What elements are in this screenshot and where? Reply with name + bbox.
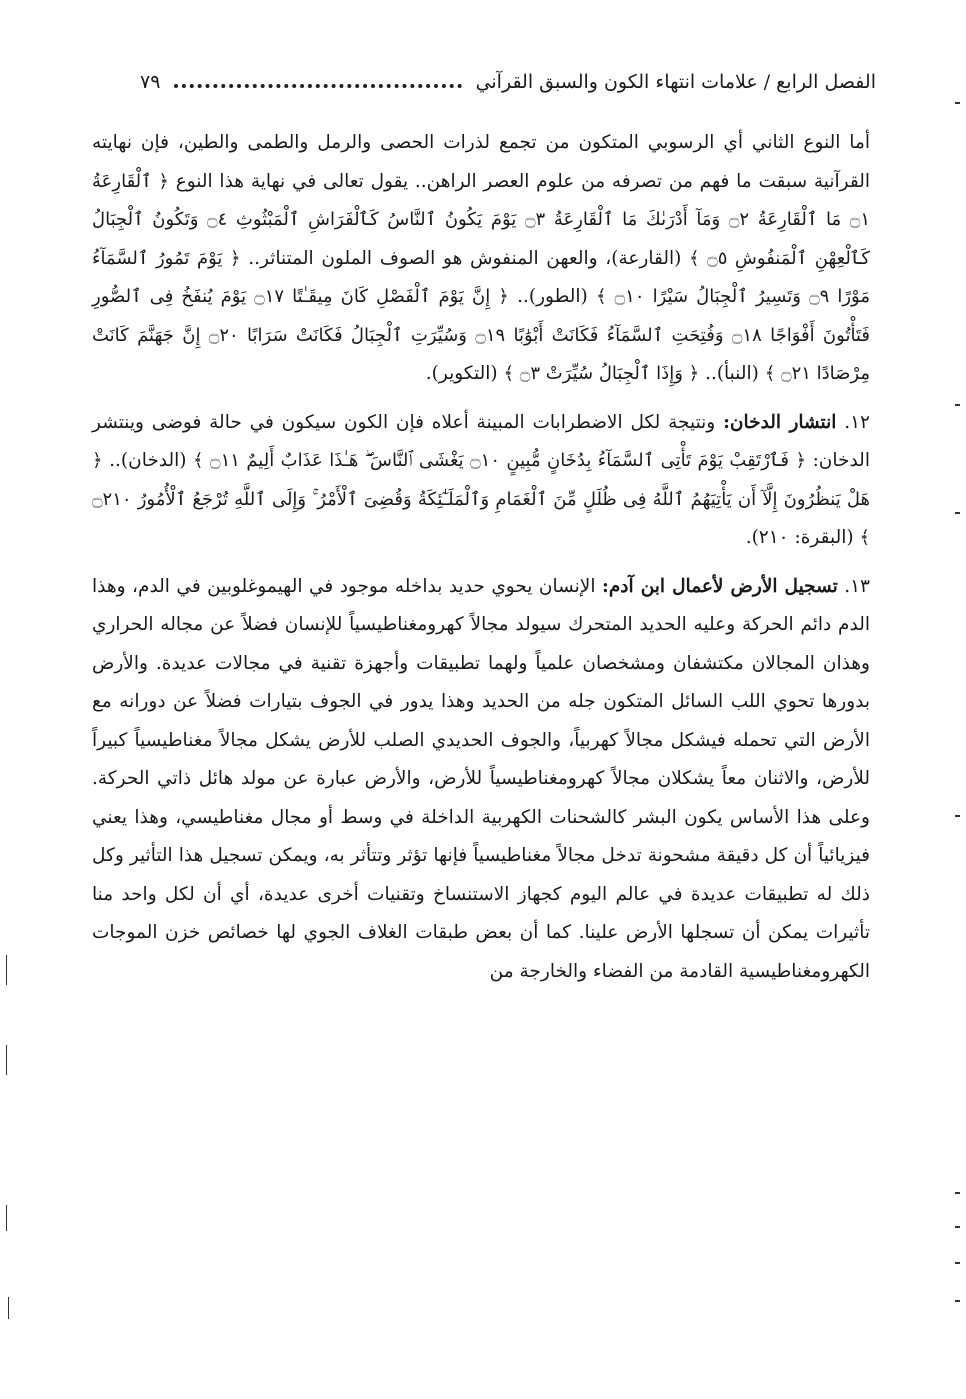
- running-header: [140, 62, 876, 102]
- paragraph-earth-recording: [92, 568, 870, 992]
- page-number: ٧٩: [140, 71, 161, 93]
- item-number: ١٢.: [844, 411, 870, 433]
- scan-mark: [955, 1300, 960, 1302]
- scan-mark: [955, 815, 960, 817]
- scan-mark: [8, 1297, 9, 1319]
- verse-reference: (البقرة: ٢١٠).: [745, 527, 854, 548]
- scan-mark: [955, 1262, 960, 1264]
- chapter-title: الفصل الرابع / علامات انتهاء الكون والسبق القرآني: [475, 71, 876, 93]
- paragraph-text: أما النوع الثاني أي الرسوبي المتكون من تجمع لذرات الحصى والرمل والطمى والطين، فإن نهايته القرآنية سبقت ما فهم من تصرفه من علوم العصر الراهن.. يقول تعالى في نهاية هذا النوع: [92, 132, 870, 192]
- quran-verse-naba: ﴿ إِنَّ يَوْمَ ٱلْفَصْلِ كَانَ مِيقَـٰتًا ۝١٧ يَوْمَ يُنفَخُ فِى ٱلصُّورِ فَتَأْتُونَ أَفْوَاجًا ۝١٨ وَفُتِحَتِ ٱلسَّمَآءُ فَكَانَتْ أَبْوَٰبًا ۝١٩ وَسُيِّرَتِ ٱلْجِبَالُ فَكَانَتْ سَرَابًا ۝٢٠ إِنَّ جَهَنَّمَ كَانَتْ مِرْصَادًا ۝٢١ ﴾: [92, 286, 870, 384]
- scan-mark: [955, 102, 960, 104]
- scan-mark: [6, 1205, 7, 1231]
- verse-reference: (النبأ)..: [705, 363, 759, 384]
- section-heading: تسجيل الأرض لأعمال ابن آدم:: [602, 575, 838, 597]
- scan-mark: [6, 955, 7, 985]
- paragraph-text: ونتيجة لكل الاضطرابات المبينة أعلاه فإن الكون سيكون في حالة فوضى وينتشر الدخان:: [92, 411, 870, 471]
- verse-reference: (الطور)..: [517, 286, 588, 307]
- scan-mark: [955, 1192, 960, 1194]
- quran-verse-tur: ﴿ يَوْمَ تَمُورُ ٱلسَّمَآءُ مَوْرًا ۝٩ وَتَسِيرُ ٱلْجِبَالُ سَيْرًا ۝١٠ ﴾: [92, 247, 870, 307]
- paragraph-sedimentary: [92, 124, 870, 394]
- verse-reference: (التكوير).: [425, 363, 498, 384]
- quran-verse-qariah: ﴿ ٱلْقَارِعَةُ ۝١ مَا ٱلْقَارِعَةُ ۝٢ وَمَآ أَدْرَىٰكَ مَا ٱلْقَارِعَةُ ۝٣ يَوْمَ يَكُونُ ٱلنَّاسُ كَٱلْفَرَاشِ ٱلْمَبْثُوثِ ۝٤ وَتَكُونُ ٱلْجِبَالُ كَٱلْعِهْنِ ٱلْمَنفُوشِ ۝٥ ﴾: [92, 170, 871, 269]
- paragraph-text: (القارعة)، والعهن المنفوش هو الصوف الملون المتناثر..: [248, 247, 682, 269]
- section-heading: انتشار الدخان:: [723, 411, 837, 433]
- quran-verse-dukhan: ﴿ فَٱرْتَقِبْ يَوْمَ تَأْتِى ٱلسَّمَآءُ بِدُخَانٍ مُّبِينٍ ۝١٠ يَغْشَى ٱلنَّاسَ ۖ هَـٰذَا عَذَابٌ أَلِيمٌ ۝١١ ﴾: [193, 450, 806, 471]
- scan-mark: [6, 1045, 7, 1075]
- scan-mark: [955, 404, 960, 406]
- verse-reference: (الدخان)..: [109, 450, 187, 471]
- page-body: [92, 124, 870, 1001]
- quran-verse-baqarah: ﴿ هَلْ يَنظُرُونَ إِلَّآ أَن يَأْتِيَهُمُ ٱللَّهُ فِى ظُلَلٍ مِّنَ ٱلْغَمَامِ وَٱلْمَلَـٰٓئِكَةُ وَقُضِىَ ٱلْأَمْرُ ۚ وَإِلَى ٱللَّهِ تُرْجَعُ ٱلْأُمُورُ ۝٢١٠ ﴾: [92, 450, 870, 548]
- scan-mark: [955, 1226, 960, 1228]
- scan-mark: [955, 512, 960, 514]
- paragraph-text: الإنسان يحوي حديد بداخله موجود في الهيموغلوبين في الدم، وهذا الدم دائم الحركة وعليه الحديد المتحرك سيولد مجالاً كهرومغناطيسياً للإنسان فضلاً عن مجاله الحراري وهذان المجالان مكتشفان ومشخصان علمياً ولهما تطبيقات وأجهزة تقنية في مجالات عديدة. والأرض بدورها تحوي اللب السائل المتكون جله من الحديد وهذا يدور في الجوف بتيارات فضلاً عن دورانه مع الأرض التي تحمله فيشكل مجالاً كهربياً، والجوف الحديدي الصلب للأرض يشكل مجالاً مغناطيسياً كبيراً للأرض، والاثنان معاً يشكلان مجالاً كهرومغناطيسياً للأرض، والأرض عبارة عن مولد هائل ذاتي الحركة. وعلى هذا الأساس يكون البشر كالشحنات الكهربية الداخلة في وسط أو مجال مغناطيسي، وهذا يعني فيزيائياً أن كل دقيقة مشحونة تدخل مجالاً مغناطيسياً فإنها تؤثر وتتأثر به، ويمكن تسجيل هذا التأثير وكل ذلك له تطبيقات عديدة في عالم اليوم كجهاز الاستنساخ وتقنيات أخرى عديدة، أي أن لكل واحد منا تأثيرات يمكن أن تسجلها الأرض علينا. كما أن بعض طبقات الغلاف الجوي لها خصائص خزن الموجات الكهرومغناطيسية القادمة من الفضاء والخارجة من: [92, 575, 870, 982]
- quran-verse-takwir: ﴿ وَإِذَا ٱلْجِبَالُ سُيِّرَتْ ۝٣ ﴾: [503, 363, 700, 384]
- paragraph-smoke: [92, 404, 870, 558]
- header-dotted-leader: [174, 84, 461, 88]
- item-number: ١٣.: [844, 575, 870, 597]
